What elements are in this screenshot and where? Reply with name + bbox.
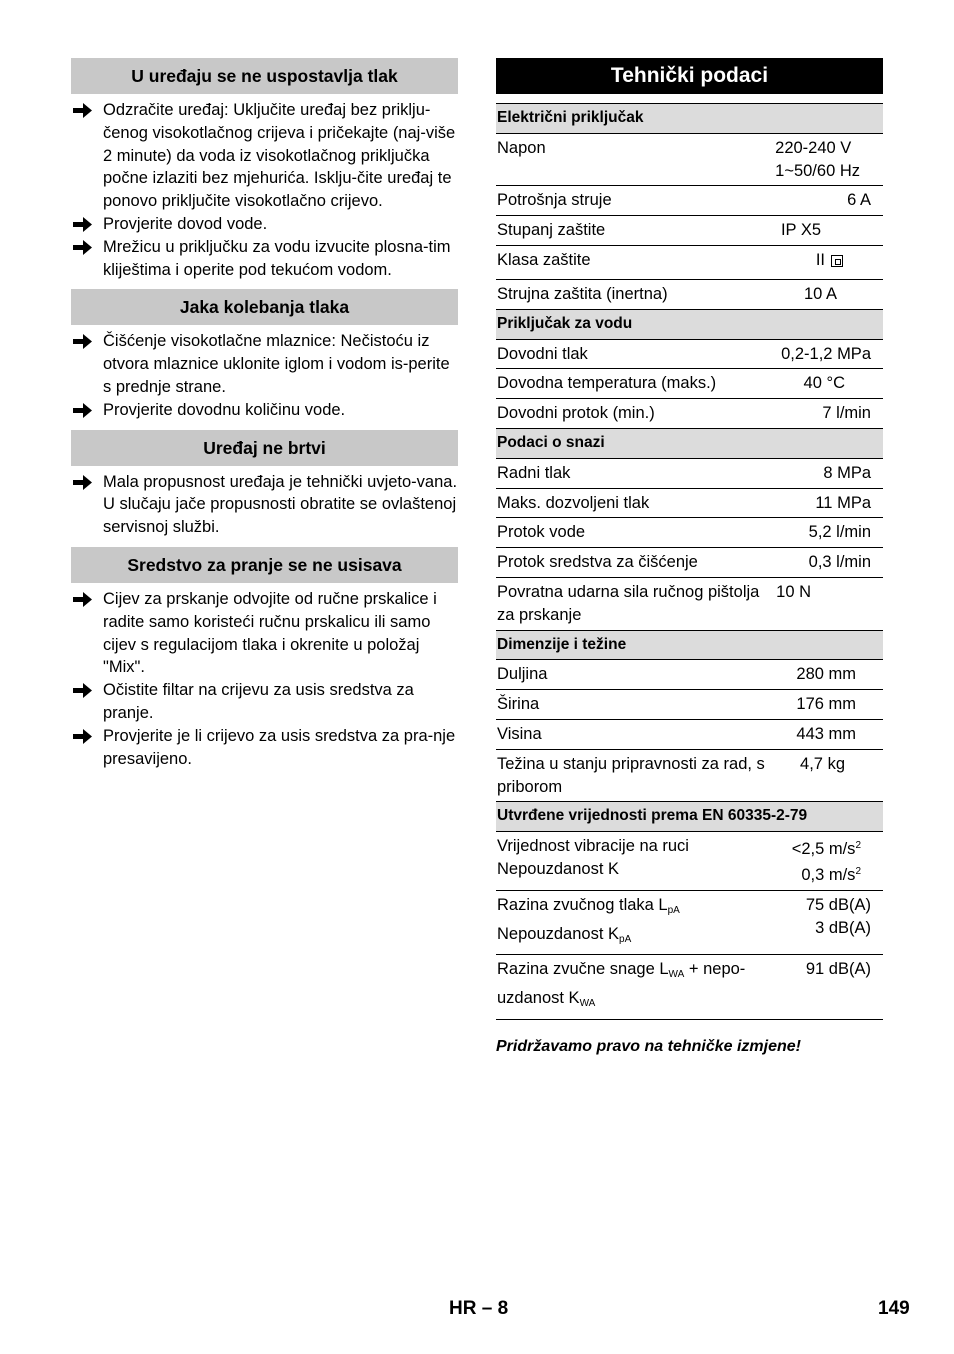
spec-table xyxy=(496,103,883,1020)
bullet-list xyxy=(71,471,458,539)
section-title: Uređaj ne brtvi xyxy=(71,430,458,466)
section-title: Jaka kolebanja tlaka xyxy=(71,289,458,325)
table-row: Klasa zaštite II xyxy=(496,245,883,279)
section-title: U uređaju se ne uspostavlja tlak xyxy=(71,58,458,94)
list-item: Očistite filtar na crijevu za usis sredstva za pranje. xyxy=(71,679,458,725)
page-title: Tehnički podaci xyxy=(496,58,883,94)
list-item: Čišćenje visokotlačne mlaznice: Nečistoću iz otvora mlaznice uklonite iglom i vodom is-perite s prednje strane. xyxy=(71,330,458,398)
table-row: Dovodni tlak 0,2-1,2 MPa xyxy=(496,339,883,369)
group-heading: Električni priključak xyxy=(496,104,883,134)
table-row: Protok vode 5,2 l/min xyxy=(496,518,883,548)
table-row: Širina 176 mm xyxy=(496,690,883,720)
right-column xyxy=(496,58,883,1056)
left-column xyxy=(71,58,458,778)
footer-language-code: HR – 8 xyxy=(449,1298,509,1319)
arrow-right-icon xyxy=(73,403,93,418)
table-row: Dovodna temperatura (maks.) 40 °C xyxy=(496,369,883,399)
protection-class-icon xyxy=(831,255,843,267)
list-item: Cijev za prskanje odvojite od ručne prskalice i radite samo koristeći ručnu prskalicu ili samo cijev s regulacijom tlaka i okrenite u položaj "Mix". xyxy=(71,588,458,679)
group-heading: Utvrđene vrijednosti prema EN 60335-2-79 xyxy=(496,802,883,832)
table-row: Maks. dozvoljeni tlak 11 MPa xyxy=(496,488,883,518)
table-row: Stupanj zaštite IP X5 xyxy=(496,216,883,246)
bullet-list xyxy=(71,99,458,281)
list-item: Provjerite dovod vode. xyxy=(71,213,458,236)
arrow-right-icon xyxy=(73,683,93,698)
section-pressure-fluctuation xyxy=(71,289,458,421)
table-row: Radni tlak 8 MPa xyxy=(496,458,883,488)
table-row: Razina zvučne snage $L_{WA}$ + nepo- uzdanost $K_{WA}$ 91 dB(A) xyxy=(496,955,883,1020)
arrow-right-icon xyxy=(73,217,93,232)
disclaimer-note: Pridržavamo pravo na tehničke izmjene! xyxy=(496,1037,801,1055)
table-row: Povratna udarna sila ručnog pištolja za prskanje 10 N xyxy=(496,577,883,630)
list-item: Odzračite uređaj: Uključite uređaj bez priklju-čenog visokotlačnog crijeva i pričekajte (naj-više 2 minute) da voda iz visokotlačnog priključka počne izlaziti bez mjehurića. Isklju-čite uređaj te ponovo priključite visokotlačno crijevo. xyxy=(71,99,458,213)
arrow-right-icon xyxy=(73,592,93,607)
table-row: Strujna zaštita (inertna) 10 A xyxy=(496,279,883,309)
list-item: Mrežicu u priključku za vodu izvucite plosna-tim kliještima i operite pod tekućom vodom. xyxy=(71,236,458,282)
page-number: 149 xyxy=(878,1298,910,1319)
group-heading: Podaci o snazi xyxy=(496,428,883,458)
table-row: Vrijednost vibracije na ruci Nepouzdanost K <2,5 $m/s^2$ 0,3 $m/s^2$ xyxy=(496,832,883,891)
table-row: Visina 443 mm xyxy=(496,719,883,749)
table-row: Težina u stanju pripravnosti za rad, s priborom 4,7 kg xyxy=(496,749,883,802)
arrow-right-icon xyxy=(73,103,93,118)
table-row: Duljina 280 mm xyxy=(496,660,883,690)
group-heading: Priključak za vodu xyxy=(496,309,883,339)
arrow-right-icon xyxy=(73,240,93,255)
group-heading: Dimenzije i težine xyxy=(496,630,883,660)
table-row: Napon 220-240 V 1~50/60 Hz xyxy=(496,133,883,186)
section-detergent xyxy=(71,547,458,770)
list-item: Mala propusnost uređaja je tehnički uvjeto-vana. U slučaju jače propusnosti obratite se ovlaštenoj servisnoj službi. xyxy=(71,471,458,539)
table-row: Razina zvučnog tlaka $L_{pA}$ Nepouzdanost $K_{pA}$ 75 dB(A) 3 dB(A) xyxy=(496,890,883,955)
list-item: Provjerite je li crijevo za usis sredstva za pra-nje presavijeno. xyxy=(71,725,458,771)
section-title: Sredstvo za pranje se ne usisava xyxy=(71,547,458,583)
table-row: Protok sredstva za čišćenje 0,3 l/min xyxy=(496,548,883,578)
arrow-right-icon xyxy=(73,729,93,744)
bullet-list xyxy=(71,330,458,421)
section-no-pressure xyxy=(71,58,458,281)
bullet-list xyxy=(71,588,458,770)
section-leak xyxy=(71,430,458,539)
table-row: Potrošnja struje 6 A xyxy=(496,186,883,216)
table-row: Dovodni protok (min.) 7 l/min xyxy=(496,399,883,429)
list-item: Provjerite dovodnu količinu vode. xyxy=(71,399,458,422)
arrow-right-icon xyxy=(73,334,93,349)
arrow-right-icon xyxy=(73,475,93,490)
